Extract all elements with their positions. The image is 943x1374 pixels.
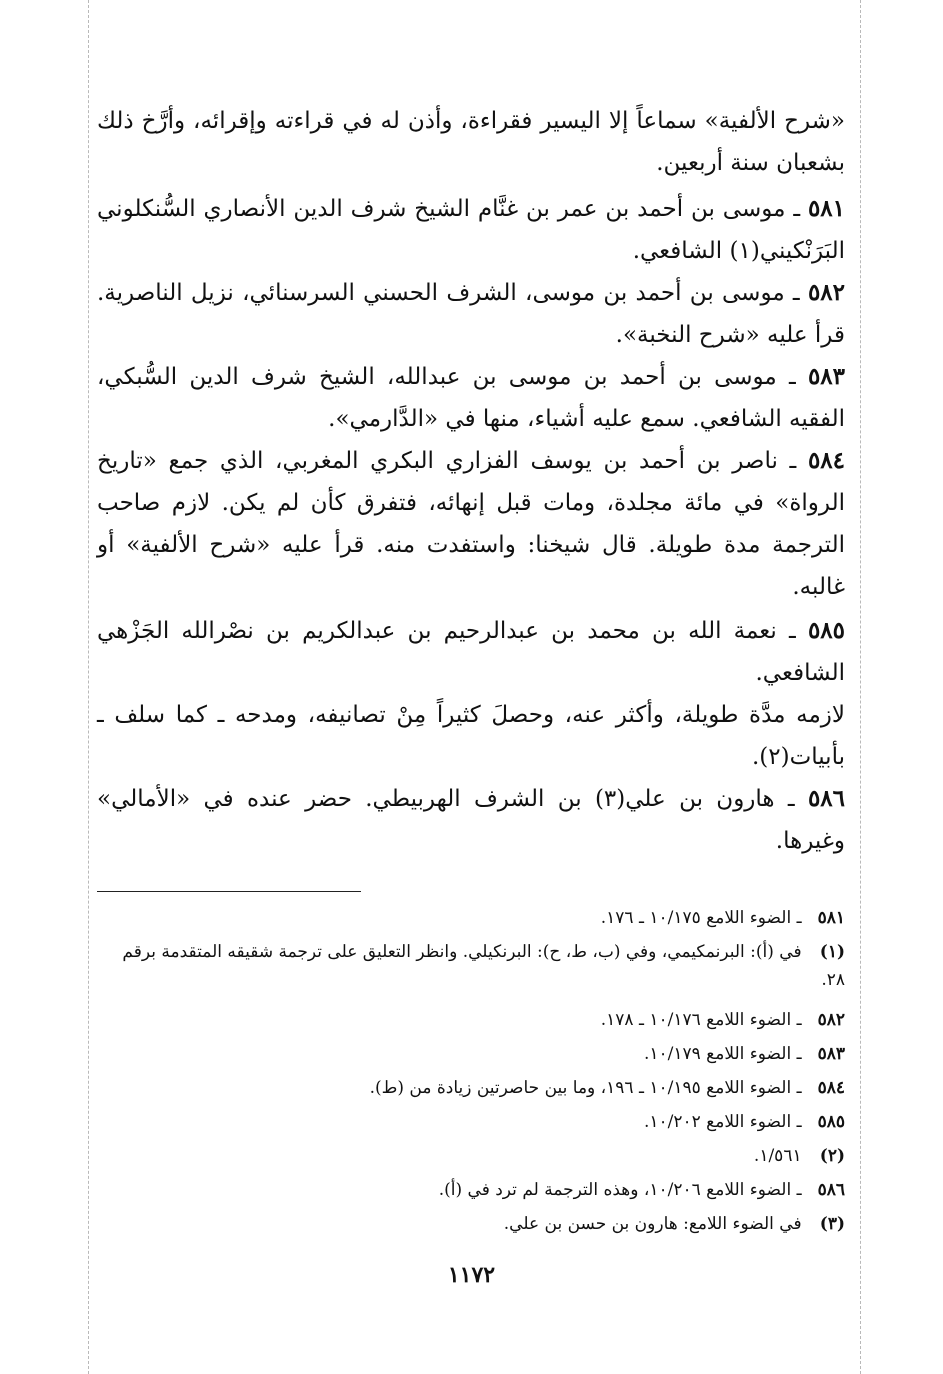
footnote-586 [95, 1176, 845, 1204]
footnote-text: ـ الضوء اللامع ١٠/١٧٦ ـ ١٧٨. [600, 1010, 802, 1030]
entry-extra-text: لازمه مدَّة طويلة، وأكثر عنه، وحصلَ كثيراً مِنْ تصانيفه، ومدحه ـ كما سلف ـ بأبيات(٢). [97, 702, 845, 770]
footnote-581 [95, 904, 845, 932]
entry-text: ـ موسى بن أحمد بن موسى، الشرف الحسني السرسنائي، نزيل الناصرية. قرأ عليه «شرح النخبة». [97, 280, 845, 348]
entry-583 [97, 356, 845, 440]
intro-paragraph [97, 100, 845, 184]
footnote-text: في (أ): البرنمكيمي، وفي (ب، ط، ح): البرنكيلي. وانظر التعليق على ترجمة شقيقه المتقدمة برقم ٢٨. [122, 942, 845, 990]
entry-582 [97, 272, 845, 356]
entry-number: ٥٨٣ [807, 363, 846, 390]
intro-text: «شرح الألفية» سماعاً إلا اليسير فقراءة، وأذن له في قراءته وإقرائه، وأرَّخ ذلك بشعبان سنة أربعين. [97, 108, 845, 176]
entry-text: ـ نعمة الله بن محمد بن عبدالرحيم بن عبدالكريم بن نصْرالله الجَزْهي الشافعي. [97, 618, 845, 686]
footnote-separator [97, 891, 361, 892]
entry-text: ـ هارون بن علي(٣) بن الشرف الهربيطي. حضر عنده في «الأمالي» وغيرها. [97, 786, 845, 854]
footnote-text: ـ الضوء اللامع ١٠/١٧٥ ـ ١٧٦. [600, 908, 802, 928]
footnote-2 [95, 1142, 845, 1170]
entry-text: ـ موسى بن أحمد بن عمر بن غنَّام الشيخ شرف الدين الأنصاري السُّنكلوني البَرَنْكيني(١) الشافعي. [97, 196, 845, 264]
footnote-text: ـ الضوء اللامع ١٠/٢٠٦، وهذه الترجمة لم ترد في (أ). [438, 1180, 802, 1200]
footnote-text: ـ الضوء اللامع ١٠/١٩٥ ـ ١٩٦، وما بين حاصرتين زيادة من (ط). [369, 1078, 802, 1098]
entry-585-continuation [97, 694, 845, 778]
footnote-mark: ٥٨٥ [817, 1112, 845, 1132]
footnote-583 [95, 1040, 845, 1068]
entry-number: ٥٨١ [807, 195, 846, 222]
footnote-585 [95, 1108, 845, 1136]
footnote-text: ١/٥٦١. [753, 1146, 802, 1166]
entry-581 [97, 188, 845, 272]
footnote-mark: ٥٨٤ [817, 1078, 845, 1098]
footnote-mark: (١) [819, 942, 845, 962]
entry-585 [97, 610, 845, 694]
entry-number: ٥٨٦ [807, 785, 846, 812]
footnote-mark: ٥٨٦ [817, 1180, 845, 1200]
footnote-text: ـ الضوء اللامع ١٠/١٧٩. [643, 1044, 802, 1064]
footnote-mark: ٥٨٣ [817, 1044, 845, 1064]
footnote-mark: ٥٨٢ [817, 1010, 845, 1030]
footnote-584 [95, 1074, 845, 1102]
entry-number: ٥٨٥ [807, 617, 845, 644]
entry-number: ٥٨٤ [807, 447, 846, 474]
footnote-mark: ٥٨١ [817, 908, 845, 928]
footnote-mark: (٢) [819, 1146, 845, 1166]
entry-number: ٥٨٢ [807, 279, 845, 306]
entry-text: ـ موسى بن أحمد بن موسى بن عبدالله، الشيخ شرف الدين السُّبكي، الفقيه الشافعي. سمع عليه أشياء، منها في «الدَّارمي». [97, 364, 845, 432]
entry-text: ـ ناصر بن أحمد بن يوسف الفزاري البكري المغربي، الذي جمع «تاريخ الرواة» في مائة مجلدة، ومات قبل إنهائه، فتفرق كأن لم يكن. لازم صاحب الترجمة مدة طويلة. قال شيخنا: واستفدت منه. قرأ عليه «شرح الألفية» أو غالبه. [97, 448, 845, 600]
footnote-1 [95, 938, 845, 994]
entry-586 [97, 778, 845, 862]
footnote-582 [95, 1006, 845, 1034]
entry-584 [97, 440, 845, 608]
footnote-text: في الضوء اللامع: هارون بن حسن بن علي. [503, 1214, 802, 1234]
footnote-mark: (٣) [819, 1214, 845, 1234]
page-number: ١١٧٢ [447, 1262, 496, 1288]
footnote-text: ـ الضوء اللامع ١٠/٢٠٢. [643, 1112, 802, 1132]
footnote-3 [95, 1210, 845, 1238]
